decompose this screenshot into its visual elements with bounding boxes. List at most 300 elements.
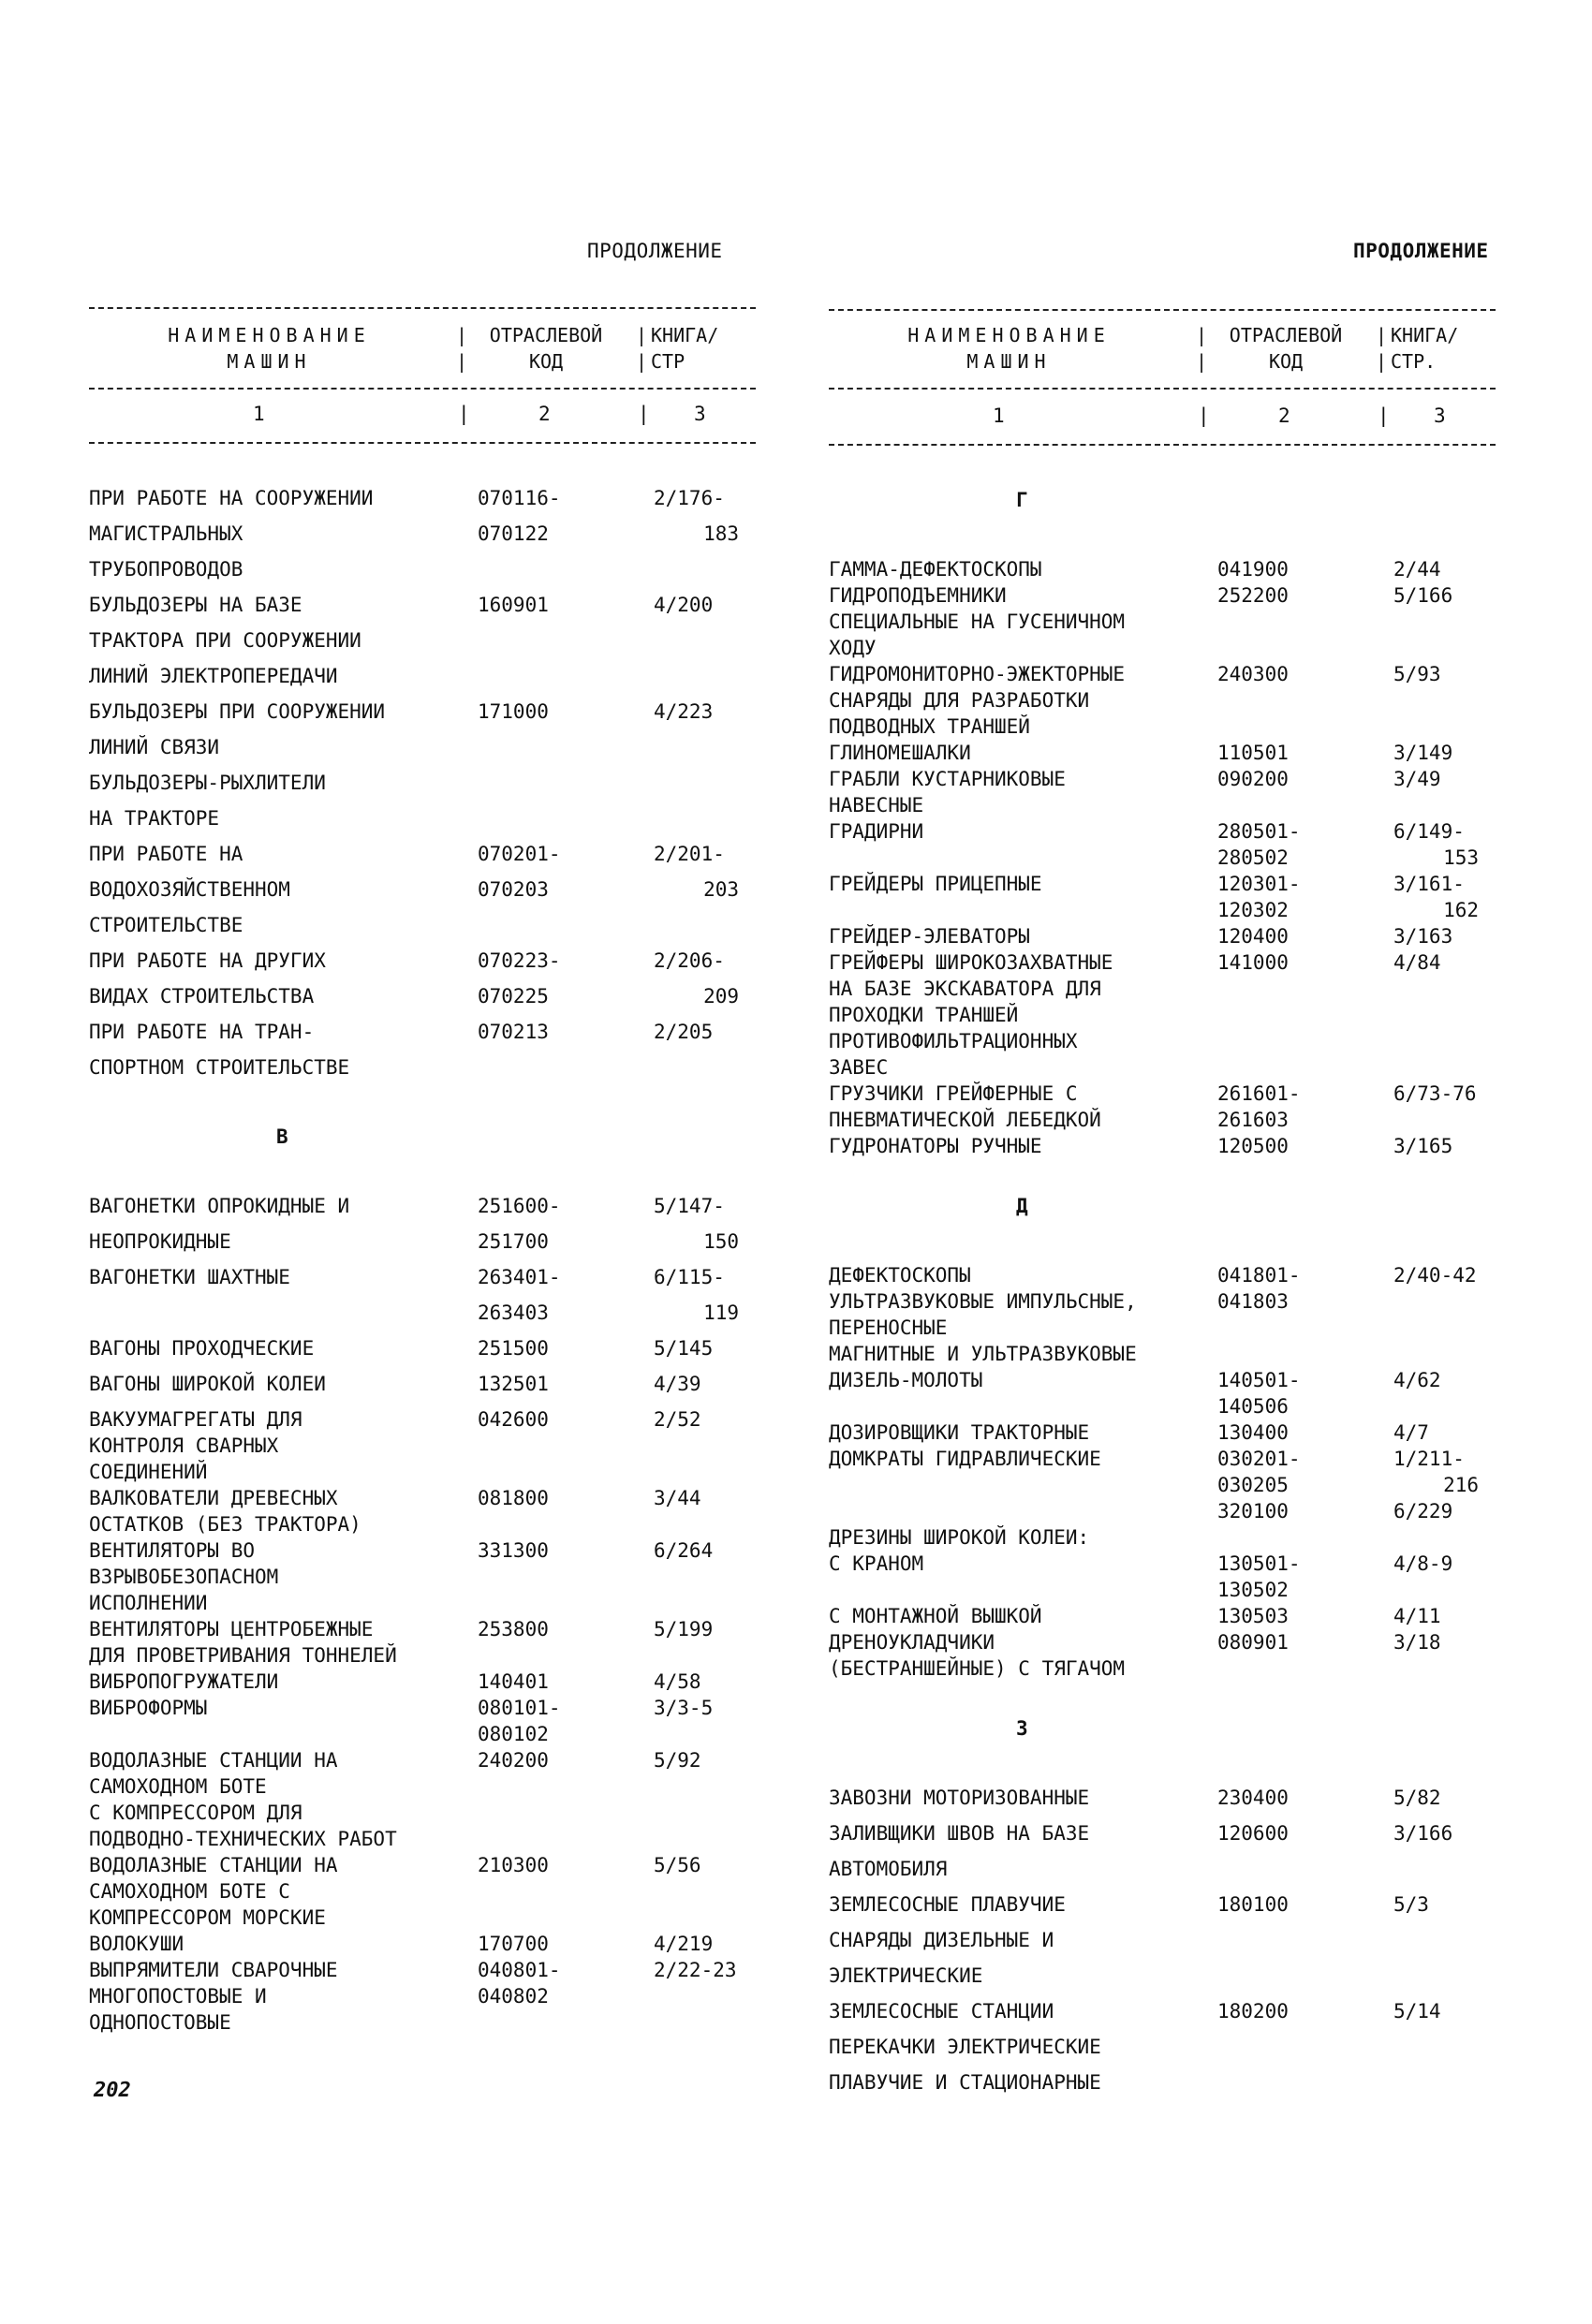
page-number: 202	[94, 2079, 131, 2102]
left-entries	[89, 485, 756, 2036]
entry-code: 251500	[478, 1337, 549, 1360]
index-entry	[829, 871, 1496, 897]
entry-name: УЛЬТРАЗВУКОВЫЕ ИМПУЛЬСНЫЕ,	[829, 1290, 1137, 1313]
index-entry	[89, 1433, 756, 1459]
entry-book-page: 4/200	[654, 594, 714, 616]
index-entry	[829, 1603, 1496, 1629]
entry-name: МНОГОПОСТОВЫЕ И	[89, 1985, 267, 2008]
entry-book-page: 5/82	[1393, 1787, 1441, 1809]
entry-book-page: 6/149-	[1393, 820, 1465, 843]
entry-name: ГРАДИРНИ	[829, 820, 924, 843]
index-entry	[89, 1878, 756, 1905]
entry-code: 240300	[1217, 663, 1289, 685]
entry-name: ДРЕЗИНЫ ШИРОКОЙ КОЛЕИ:	[829, 1526, 1090, 1549]
entry-book-page: 119	[703, 1302, 739, 1324]
index-entry	[89, 1228, 756, 1264]
entry-name: ГИДРОПОДЪЕМНИКИ	[829, 584, 1007, 607]
entry-name: ГРЕЙДЕР-ЭЛЕВАТОРЫ	[829, 925, 1030, 948]
entry-book-page: 4/62	[1393, 1369, 1441, 1391]
entry-name: ХОДУ	[829, 637, 877, 659]
entry-code: 140506	[1217, 1395, 1289, 1418]
entry-name: ВАГОНЕТКИ ШАХТНЫЕ	[89, 1266, 290, 1288]
index-entry	[829, 1472, 1496, 1498]
entry-code: 253800	[478, 1618, 549, 1640]
section-gap	[829, 1682, 1496, 1715]
entry-code: 261603	[1217, 1109, 1289, 1131]
index-entry	[829, 1262, 1496, 1288]
entry-name: ВЕНТИЛЯТОРЫ ЦЕНТРОБЕЖНЫЕ	[89, 1618, 374, 1640]
entry-book-page: 153	[1443, 846, 1479, 869]
index-entry	[89, 805, 756, 841]
index-entry	[829, 1891, 1496, 1927]
entry-name: ВИБРОПОГРУЖАТЕЛИ	[89, 1670, 279, 1693]
entry-name: ВАГОНЕТКИ ОПРОКИДНЫЕ И	[89, 1195, 350, 1217]
index-entry	[829, 1785, 1496, 1820]
index-entry	[89, 663, 756, 699]
entry-book-page: 5/14	[1393, 2000, 1441, 2022]
entry-name: ВОДОЛАЗНЫЕ СТАНЦИИ НА	[89, 1854, 338, 1876]
continuation-label: ПРОДОЛЖЕНИЕ	[1353, 240, 1489, 262]
index-entry	[829, 687, 1496, 713]
entry-book-page: 162	[1443, 899, 1479, 921]
index-entry	[829, 609, 1496, 635]
index-entry	[89, 876, 756, 912]
index-entry	[829, 1963, 1496, 1998]
section-gap	[829, 1751, 1496, 1785]
index-entry	[829, 1551, 1496, 1577]
entry-code: 251700	[478, 1230, 549, 1253]
index-entry	[89, 1642, 756, 1669]
entry-name: ПРИ РАБОТЕ НА СООРУЖЕНИИ	[89, 487, 374, 509]
index-entry	[89, 1773, 756, 1800]
index-entry	[89, 699, 756, 734]
index-entry	[89, 627, 756, 663]
entry-code: 280501-	[1217, 820, 1301, 843]
entry-code: 280502	[1217, 846, 1289, 869]
entry-book-page: 2/206-	[654, 949, 725, 972]
index-entry	[89, 1800, 756, 1826]
entry-book-page: 3/149	[1393, 742, 1453, 764]
entry-code: 120302	[1217, 899, 1289, 921]
index-entry	[829, 1341, 1496, 1367]
entry-name: ВАГОНЫ ПРОХОДЧЕСКИЕ	[89, 1337, 315, 1360]
entry-code: 141000	[1217, 951, 1289, 974]
entry-book-page: 150	[703, 1230, 739, 1253]
section-letter-row	[829, 487, 1496, 522]
entry-name: ЛИНИЙ СВЯЗИ	[89, 736, 220, 758]
entry-name: КОНТРОЛЯ СВАРНЫХ	[89, 1434, 279, 1457]
index-entry	[89, 1054, 756, 1090]
index-entry	[89, 1669, 756, 1695]
index-entry	[89, 1931, 756, 1957]
table-rule	[89, 388, 756, 390]
entry-name: ПЕРЕНОСНЫЕ	[829, 1316, 948, 1339]
index-entry	[89, 556, 756, 592]
entry-name: ВАЛКОВАТЕЛИ ДРЕВЕСНЫХ	[89, 1487, 338, 1509]
entry-code: 230400	[1217, 1787, 1289, 1809]
header-code: ОТРАСЛЕВОЙ КОД	[1229, 324, 1343, 373]
entry-code: 180100	[1217, 1893, 1289, 1916]
entry-name: СПОРТНОМ СТРОИТЕЛЬСТВЕ	[89, 1056, 350, 1079]
index-entry	[89, 1616, 756, 1642]
entry-name: ПЛАВУЧИЕ И СТАЦИОНАРНЫЕ	[829, 2071, 1101, 2094]
index-entry	[89, 1957, 756, 1983]
entry-code: 210300	[478, 1854, 549, 1876]
index-entry	[829, 1133, 1496, 1159]
index-entry	[829, 897, 1496, 923]
entry-name: ПОДВОДНО-ТЕХНИЧЕСКИХ РАБОТ	[89, 1828, 397, 1850]
entry-code: 070203	[478, 878, 549, 901]
index-entry	[829, 1927, 1496, 1963]
index-entry	[89, 1264, 756, 1300]
entry-book-page: 2/201-	[654, 843, 725, 865]
entry-name: ГАММА-ДЕФЕКТОСКОПЫ	[829, 558, 1042, 581]
index-entry	[829, 713, 1496, 740]
header-divider: |	[456, 324, 468, 346]
index-entry	[89, 1564, 756, 1590]
entry-book-page: 3/18	[1393, 1631, 1441, 1654]
entry-code: 331300	[478, 1539, 549, 1562]
entry-name: ВАКУУМАГРЕГАТЫ ДЛЯ	[89, 1408, 302, 1431]
table-rule	[89, 307, 756, 309]
entry-name: ЗАЛИВЩИКИ ШВОВ НА БАЗЕ	[829, 1822, 1090, 1845]
entry-name: ГРЕЙФЕРЫ ШИРОКОЗАХВАТНЫЕ	[829, 951, 1113, 974]
entry-book-page: 5/92	[654, 1749, 701, 1772]
section-gap	[89, 1090, 756, 1124]
entry-name: ПРИ РАБОТЕ НА ТРАН-	[89, 1021, 315, 1043]
index-entry	[89, 1905, 756, 1931]
index-entry	[829, 949, 1496, 976]
entry-code: 130503	[1217, 1605, 1289, 1627]
header-book: КНИГА/ СТР	[651, 324, 719, 373]
entry-book-page: 216	[1443, 1474, 1479, 1496]
entry-book-page: 5/199	[654, 1618, 714, 1640]
entry-name: ИСПОЛНЕНИИ	[89, 1592, 208, 1614]
entry-book-page: 209	[703, 985, 739, 1008]
index-entry	[829, 1655, 1496, 1682]
index-entry	[89, 948, 756, 983]
entry-code: 070201-	[478, 843, 561, 865]
index-entry	[89, 841, 756, 876]
entry-book-page: 2/205	[654, 1021, 714, 1043]
entry-code: 120600	[1217, 1822, 1289, 1845]
entry-name: ВАГОНЫ ШИРОКОЙ КОЛЕИ	[89, 1373, 326, 1395]
entry-name: ЗАВЕС	[829, 1056, 889, 1079]
entry-code: 041803	[1217, 1290, 1289, 1313]
entry-name: СНАРЯДЫ ДИЗЕЛЬНЫЕ И	[829, 1929, 1054, 1951]
index-entry	[89, 734, 756, 770]
entry-book-page: 4/58	[654, 1670, 701, 1693]
entry-name: СНАРЯДЫ ДЛЯ РАЗРАБОТКИ	[829, 689, 1090, 712]
index-entry	[829, 1288, 1496, 1315]
index-entry	[89, 1537, 756, 1564]
entry-name: ТРАКТОРА ПРИ СООРУЖЕНИИ	[89, 629, 361, 652]
section-gap	[89, 1159, 756, 1193]
entry-book-page: 4/7	[1393, 1421, 1429, 1444]
header-divider: |	[1198, 404, 1210, 427]
entry-book-page: 4/11	[1393, 1605, 1441, 1627]
continuation-label: ПРОДОЛЖЕНИЕ	[587, 240, 723, 262]
index-entry	[829, 792, 1496, 818]
entry-name: ОДНОПОСТОВЫЕ	[89, 2011, 231, 2034]
entry-book-page: 4/39	[654, 1373, 701, 1395]
section-letter: З	[1016, 1717, 1028, 1740]
entry-code: 251600-	[478, 1195, 561, 1217]
index-entry	[829, 661, 1496, 687]
index-entry	[89, 1019, 756, 1054]
entry-name: ВОДОЛАЗНЫЕ СТАНЦИИ НА	[89, 1749, 338, 1772]
col-number-3: 3	[1434, 404, 1446, 427]
entry-name: АВТОМОБИЛЯ	[829, 1858, 948, 1880]
entry-name: САМОХОДНОМ БОТЕ С	[89, 1880, 290, 1903]
index-entry	[89, 521, 756, 556]
header-code: ОТРАСЛЕВОЙ КОД	[489, 324, 603, 373]
index-entry	[829, 1054, 1496, 1081]
entry-code: 030201-	[1217, 1448, 1301, 1470]
entry-name: ЗЕМЛЕСОСНЫЕ СТАНЦИИ	[829, 2000, 1054, 2022]
index-entry	[89, 770, 756, 805]
index-entry	[829, 845, 1496, 871]
index-entry	[829, 1315, 1496, 1341]
entry-name: ДРЕНОУКЛАДЧИКИ	[829, 1631, 995, 1654]
index-entry	[89, 1371, 756, 1406]
entry-book-page: 4/84	[1393, 951, 1441, 974]
entry-code: 130501-	[1217, 1552, 1301, 1575]
entry-code: 080101-	[478, 1697, 561, 1719]
entry-book-page: 5/166	[1393, 584, 1453, 607]
header-divider: |	[1376, 324, 1388, 346]
entry-name: ПРИ РАБОТЕ НА	[89, 843, 243, 865]
index-entry	[89, 1826, 756, 1852]
entry-name: НАВЕСНЫЕ	[829, 794, 924, 816]
entry-book-page: 203	[703, 878, 739, 901]
entry-name: ЗАВОЗНИ МОТОРИЗОВАННЫЕ	[829, 1787, 1090, 1809]
col-number-3: 3	[694, 403, 706, 425]
index-entry	[829, 1002, 1496, 1028]
section-letter-row	[829, 1715, 1496, 1751]
index-entry	[829, 1393, 1496, 1419]
index-entry	[89, 1335, 756, 1371]
entry-book-page: 3/166	[1393, 1822, 1453, 1845]
entry-code: 070223-	[478, 949, 561, 972]
section-letter-row	[829, 1193, 1496, 1228]
entry-name: НА ТРАКТОРЕ	[89, 807, 220, 830]
entry-code: 080102	[478, 1723, 549, 1745]
entry-code: 120400	[1217, 925, 1289, 948]
entry-code: 171000	[478, 700, 549, 723]
entry-code: 042600	[478, 1408, 549, 1431]
entry-name: (БЕСТРАНШЕЙНЫЕ) С ТЯГАЧОМ	[829, 1657, 1126, 1680]
index-entry	[829, 740, 1496, 766]
entry-name: ДЕФЕКТОСКОПЫ	[829, 1264, 971, 1287]
col-number-2: 2	[1278, 404, 1290, 427]
table-rule	[829, 388, 1496, 390]
entry-name: ВОДОХОЗЯЙСТВЕННОМ	[89, 878, 290, 901]
entry-name: ДОЗИРОВЩИКИ ТРАКТОРНЫЕ	[829, 1421, 1090, 1444]
entry-name: ГУДРОНАТОРЫ РУЧНЫЕ	[829, 1135, 1042, 1157]
table-rule	[89, 442, 756, 444]
index-entry	[829, 1419, 1496, 1446]
entry-book-page: 3/165	[1393, 1135, 1453, 1157]
index-entry	[89, 1406, 756, 1433]
entry-name: ГИДРОМОНИТОРНО-ЭЖЕКТОРНЫЕ	[829, 663, 1126, 685]
entry-name: ГРЕЙДЕРЫ ПРИЦЕПНЫЕ	[829, 873, 1042, 895]
index-entry	[89, 1459, 756, 1485]
header-divider: |	[1196, 350, 1208, 373]
index-entry	[829, 1367, 1496, 1393]
index-entry	[829, 556, 1496, 582]
entry-code: 120500	[1217, 1135, 1289, 1157]
index-entry	[89, 2009, 756, 2036]
entry-name: СПЕЦИАЛЬНЫЕ НА ГУСЕНИЧНОМ	[829, 610, 1126, 633]
entry-code: 180200	[1217, 2000, 1289, 2022]
entry-book-page: 183	[703, 522, 739, 545]
entry-code: 261601-	[1217, 1082, 1301, 1105]
entry-name: ПРИ РАБОТЕ НА ДРУГИХ	[89, 949, 326, 972]
entry-name: ВЕНТИЛЯТОРЫ ВО	[89, 1539, 256, 1562]
entry-name: ЭЛЕКТРИЧЕСКИЕ	[829, 1964, 983, 1987]
index-entry	[829, 635, 1496, 661]
section-gap	[829, 522, 1496, 556]
entry-name: СОЕДИНЕНИЙ	[89, 1461, 208, 1483]
entry-name: С КОМПРЕССОРОМ ДЛЯ	[89, 1802, 302, 1824]
entry-name: ВОЛОКУШИ	[89, 1933, 184, 1955]
entry-name: ДОМКРАТЫ ГИДРАВЛИЧЕСКИЕ	[829, 1448, 1101, 1470]
index-entry	[829, 1998, 1496, 2034]
header-divider: |	[638, 403, 650, 425]
header-divider: |	[1376, 350, 1388, 373]
entry-name: ДИЗЕЛЬ-МОЛОТЫ	[829, 1369, 983, 1391]
entry-code: 240200	[478, 1749, 549, 1772]
index-entry	[829, 1629, 1496, 1655]
entry-code: 130400	[1217, 1421, 1289, 1444]
index-entry	[89, 1983, 756, 2009]
entry-name: ПНЕВМАТИЧЕСКОЙ ЛЕБЕДКОЙ	[829, 1109, 1101, 1131]
entry-book-page: 6/229	[1393, 1500, 1453, 1522]
entry-code: 090200	[1217, 768, 1289, 790]
entry-name: С КРАНОМ	[829, 1552, 924, 1575]
index-entry	[829, 582, 1496, 609]
section-letter-row	[89, 1124, 756, 1159]
entry-code: 263401-	[478, 1266, 561, 1288]
entry-code: 110501	[1217, 742, 1289, 764]
index-entry	[89, 1721, 756, 1747]
entry-name: НА БАЗЕ ЭКСКАВАТОРА ДЛЯ	[829, 978, 1101, 1000]
entry-name: ЛИНИЙ ЭЛЕКТРОПЕРЕДАЧИ	[89, 665, 338, 687]
entry-name: ТРУБОПРОВОДОВ	[89, 558, 243, 581]
section-letter: Г	[1016, 489, 1028, 511]
entry-code: 070213	[478, 1021, 549, 1043]
entry-code: 140401	[478, 1670, 549, 1693]
entry-name: БУЛЬДОЗЕРЫ ПРИ СООРУЖЕНИИ	[89, 700, 386, 723]
entry-book-page: 3/3-5	[654, 1697, 714, 1719]
entry-code: 070116-	[478, 487, 561, 509]
entry-book-page: 2/22-23	[654, 1959, 737, 1981]
index-entry	[829, 1577, 1496, 1603]
index-entry	[829, 2069, 1496, 2105]
index-entry	[829, 1081, 1496, 1107]
entry-name: САМОХОДНОМ БОТЕ	[89, 1775, 267, 1798]
entry-code: 070122	[478, 522, 549, 545]
entry-name: ПРОХОДКИ ТРАНШЕЙ	[829, 1004, 1019, 1026]
section-letter: Д	[1016, 1195, 1028, 1217]
entry-name: ГРАБЛИ КУСТАРНИКОВЫЕ	[829, 768, 1066, 790]
entry-code: 140501-	[1217, 1369, 1301, 1391]
index-entry	[829, 976, 1496, 1002]
table-rule	[829, 444, 1496, 446]
entry-code: 252200	[1217, 584, 1289, 607]
entry-name: НЕОПРОКИДНЫЕ	[89, 1230, 231, 1253]
entry-name: ГРУЗЧИКИ ГРЕЙФЕРНЫЕ С	[829, 1082, 1078, 1105]
entry-book-page: 3/161-	[1393, 873, 1465, 895]
entry-name: БУЛЬДОЗЕРЫ-РЫХЛИТЕЛИ	[89, 772, 326, 794]
entry-book-page: 6/73-76	[1393, 1082, 1477, 1105]
col-number-2: 2	[538, 403, 551, 425]
entry-name: КОМПРЕССОРОМ МОРСКИЕ	[89, 1906, 326, 1929]
col-number-1: 1	[993, 404, 1005, 427]
index-entry	[89, 592, 756, 627]
index-entry	[829, 1820, 1496, 1856]
index-entry	[829, 1856, 1496, 1891]
entry-book-page: 2/52	[654, 1408, 701, 1431]
entry-name: ГЛИНОМЕШАЛКИ	[829, 742, 971, 764]
entry-book-page: 3/163	[1393, 925, 1453, 948]
index-entry	[89, 1695, 756, 1721]
index-entry	[89, 1485, 756, 1511]
entry-name: ПРОТИВОФИЛЬТРАЦИОННЫХ	[829, 1030, 1078, 1052]
entry-code: 120301-	[1217, 873, 1301, 895]
col-number-1: 1	[253, 403, 265, 425]
entry-code: 130502	[1217, 1579, 1289, 1601]
entry-book-page: 2/176-	[654, 487, 725, 509]
section-gap	[829, 1228, 1496, 1262]
header-book: КНИГА/ СТР.	[1391, 324, 1459, 373]
entry-book-page: 3/44	[654, 1487, 701, 1509]
entry-name: МАГНИТНЫЕ И УЛЬТРАЗВУКОВЫЕ	[829, 1343, 1137, 1365]
entry-name: ДЛЯ ПРОВЕТРИВАНИЯ ТОННЕЛЕЙ	[89, 1644, 397, 1667]
entry-code: 040801-	[478, 1959, 561, 1981]
index-entry	[89, 1511, 756, 1537]
entry-book-page: 4/219	[654, 1933, 714, 1955]
entry-code: 081800	[478, 1487, 549, 1509]
entry-book-page: 5/93	[1393, 663, 1441, 685]
table-rule	[829, 309, 1496, 311]
index-entry	[829, 1524, 1496, 1551]
entry-code: 160901	[478, 594, 549, 616]
index-entry	[89, 1193, 756, 1228]
index-entry	[829, 1028, 1496, 1054]
header-divider: |	[1378, 404, 1390, 427]
entry-book-page: 4/8-9	[1393, 1552, 1453, 1575]
index-entry	[829, 1498, 1496, 1524]
index-entry	[89, 912, 756, 948]
entry-code: 030205	[1217, 1474, 1289, 1496]
entry-code: 041900	[1217, 558, 1289, 581]
entry-name: ВИБРОФОРМЫ	[89, 1697, 208, 1719]
entry-book-page: 4/223	[654, 700, 714, 723]
entry-book-page: 5/3	[1393, 1893, 1429, 1916]
entry-book-page: 1/211-	[1393, 1448, 1465, 1470]
entry-book-page: 5/145	[654, 1337, 714, 1360]
entry-code: 070225	[478, 985, 549, 1008]
entry-code: 080901	[1217, 1631, 1289, 1654]
entry-book-page: 5/56	[654, 1854, 701, 1876]
entry-name: ВЫПРЯМИТЕЛИ СВАРОЧНЫЕ	[89, 1959, 338, 1981]
entry-book-page: 6/264	[654, 1539, 714, 1562]
entry-book-page: 6/115-	[654, 1266, 725, 1288]
index-entry	[829, 1446, 1496, 1472]
header-name: НАИМЕНОВАНИЕ МАШИН	[168, 324, 371, 373]
